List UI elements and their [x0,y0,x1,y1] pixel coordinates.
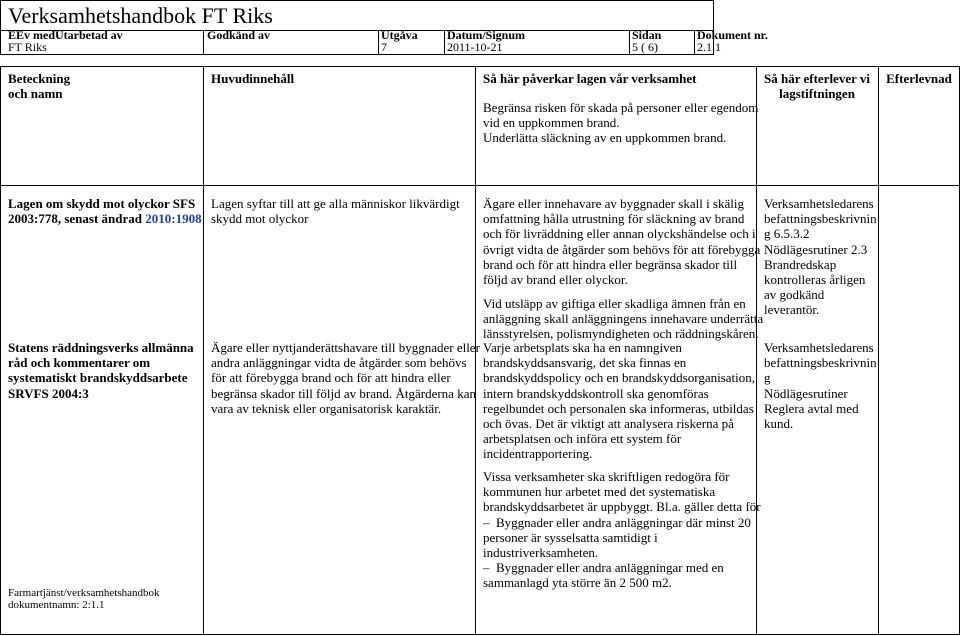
affect-line: Ägare eller innehavare av byggnader skall i skälig [483,196,744,211]
affect-toxic-release [483,296,763,342]
affect-line: och övas. Det är viktigt att analysera riskerna på [483,416,734,432]
header-label-doc-number: Dokument nr. [697,28,768,42]
comply-line: Nödlägesrutiner 2.3 [764,241,868,257]
affect-line: och för livräddning eller annan olyckshändelse och i [483,226,756,242]
srvfs-title [8,340,194,401]
main-line: vara av teknisk eller organisatorisk karaktär. [211,400,442,416]
comply-line: Brandredskap [764,256,837,272]
header-label-approved-by: Godkänd av [207,28,271,42]
affect-line: brandskyddsansvarig, det ska finnas en [483,355,687,371]
affect-line: Vid utsläpp av giftiga eller skadliga ämnen från en [483,296,746,311]
col-header-compliance: Efterlevnad [886,71,952,86]
affect-line: länsstyrelsen, polismyndigheten och räddningskåren. [483,326,759,342]
main-line: andra anläggningar vidta de åtgärder som behövs [211,355,467,371]
affect-line: regelbundet och personalen ska informeras, utbildas [483,400,754,416]
bullet-dash: – [483,560,490,576]
comply-line: g 6.5.3.2 [764,226,810,242]
srvfs-line: Statens räddningsverks allmänna [8,340,194,355]
intro-line: Underlätta släckning av en uppkommen brand. [483,130,727,146]
bullet-continuation: sammanlagd yta större än 2 500 m2. [483,575,672,591]
srvfs-line: SRVFS 2004:3 [8,385,89,401]
bullet-item: Byggnader eller andra anläggningar med en [496,560,724,576]
header-value-date: 2011-10-21 [447,40,503,54]
comply-line: Nödlägesrutiner [764,385,848,401]
comply-line: Verksamhetsledarens [764,340,874,355]
footer-line: dokumentnamn: 2:1.1 [8,599,105,611]
col-header-how-law-affects: Så här påverkar lagen vår verksamhet [483,71,697,86]
header-label-edition: Utgåva [381,28,418,42]
affect-line: brandskyddsarbetet är uppbyggt. Bl.a. gäller detta för [483,499,761,515]
comply-line: g [764,370,771,386]
srvfs-line: råd och kommentarer om [8,355,151,371]
intro-line: vid en uppkommen brand. [483,115,620,131]
intro-line: Begränsa risken för skada på personer eller egendom [483,100,759,115]
main-content-purpose [211,196,460,226]
affect-line: omfattning hålla utrustning för släckning av brand [483,211,745,227]
bullet-continuation: personer är sysselsatta samtidigt i [483,529,658,545]
affect-line: Varje arbetsplats ska ha en namngiven [483,340,682,355]
footer-line: Farmartjänst/verksamhetshandbok [8,587,160,599]
document-title: Verksamhetshandbok FT Riks [8,3,273,28]
law-title-line2: 2003:778, senast ändrad [8,211,146,227]
main-content-owner-duties [211,340,480,416]
affect-line: arbetsplatsen och införa ett system för [483,431,682,447]
header-value-edition: 7 [381,40,387,54]
affect-line: kommunen hur arbetet med det systematiska [483,484,716,500]
affect-reporting [483,469,761,591]
bullet-dash: – [483,514,490,530]
main-line: Ägare eller nyttjanderättshavare till byggnader eller [211,340,480,355]
law-title [8,196,202,226]
comply-line: befattningsbeskrivnin [764,211,877,227]
comply-line: kund. [764,416,794,432]
main-line: för att förebygga brand och för att hindra eller [211,370,451,386]
srvfs-line: systematiskt brandskyddsarbete [8,370,188,386]
header-label-date: Datum/Signum [447,28,526,42]
comply-line: Verksamhetsledarens [764,196,874,211]
affect-line: följd av brand eller olyckor. [483,272,628,288]
comply-line: befattningsbeskrivnin [764,355,877,371]
affect-line: incidentrapportering. [483,446,593,462]
footer-doc-name [8,587,160,611]
comply-block-1 [764,196,877,318]
affect-workplace [483,340,755,462]
col-header-how-we-comply-line1: Så här efterlever vi [763,71,870,86]
intro-text [483,100,758,146]
affect-line: intern brandskyddskontroll ska genomföras [483,385,709,401]
affect-equipment [483,196,760,287]
main-line: skydd mot olyckor [211,211,309,227]
comply-line: Reglera avtal med [764,400,859,416]
header-label-prepared-by: EEv medUtarbetad av [8,28,123,42]
col-header-main-content: Huvudinnehåll [211,71,295,86]
col-header-designation-line2: och namn [8,86,63,101]
comply-line: leverantör. [764,302,820,318]
header-value-doc-number: 2.1.1 [697,40,721,54]
affect-line: anläggning skall anläggningens innehavare underrätta [483,311,764,327]
header-label-page: Sidan [632,28,662,42]
col-header-how-we-comply-line2: lagstiftningen [779,86,855,101]
bullet-item: Byggnader eller andra anläggningar där minst 20 [496,514,751,530]
bullet-continuation: industriverksamheten. [483,545,599,561]
main-line: begränsa skador till följd av brand. Åtgärderna kan [211,385,476,401]
law-title-line1: Lagen om skydd mot olyckor SFS [8,196,196,211]
law-amended-reference: 2010:1908 [145,211,202,227]
main-line: Lagen syftar till att ge alla människor likvärdigt [211,196,460,211]
affect-line: Vissa verksamheter ska skriftligen redogöra för [483,469,730,484]
comply-line: av godkänd [764,287,825,303]
affect-line: brandskyddspolicy och en brandskyddsorganisation, [483,370,755,386]
comply-line: kontrolleras årligen [764,272,866,288]
header-value-prepared-by: FT Riks [8,40,47,54]
affect-line: övrigt vidta de åtgärder som behövs för att förebygga [483,241,761,257]
col-header-designation-line1: Beteckning [8,71,71,86]
affect-line: brand och för att hindra eller begränsa skador till [483,256,738,272]
header-value-page: 5 ( 6) [632,40,658,54]
comply-block-2 [764,340,877,431]
